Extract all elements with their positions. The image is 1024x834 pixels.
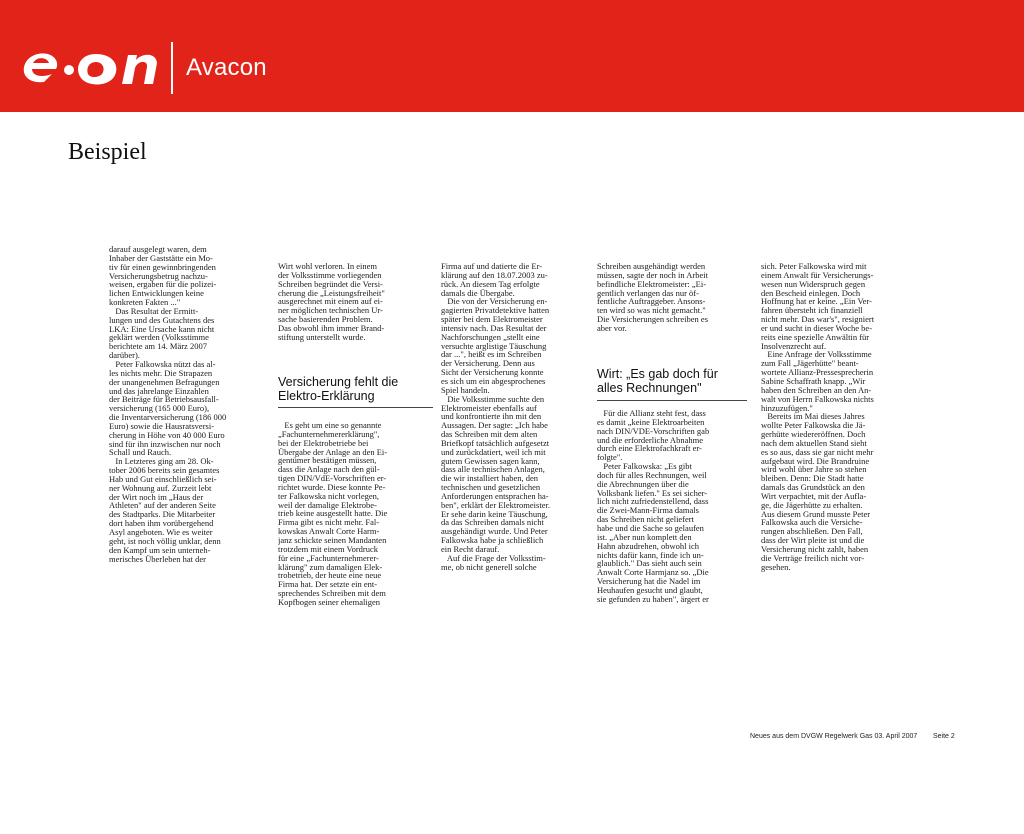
subheading-rule xyxy=(278,407,433,408)
newspaper-clipping xyxy=(105,245,916,658)
header-bar xyxy=(0,0,1024,112)
brand-name: Avacon xyxy=(186,54,267,81)
eon-logo-icon xyxy=(16,36,161,96)
slide-title: Beispiel xyxy=(68,139,147,165)
subheading-versicherung: Versicherung fehlt die Elektro-Erklärung xyxy=(278,375,399,403)
article-column-4-bottom: Für die Allianz steht fest, dass es damit „keine Elektroarbeiten nach DIN/VDE-Vorschriften gab und die erforderliche Abnahme durch eine Elektrofachkraft er- folgte". Peter Falkowska: „Es gibt doch für alles Rechnungen, weil die Abrechnungen über die Volksbank liefen." Es sei sicher- lich nicht zufriedenstellend, dass die Zwei-Mann-Firma damals das Schreiben nicht geliefert habe und die Sache so gelaufen ist. „Aber nun komplett den Hahn abzudrehen, obwohl ich nichts dafür kann, finde ich un- glaublich." Das sieht auch sein Anwalt Corte Harmjanz so. „Die Versicherung hat die Nadel im Heuhaufen gesucht und glaubt, sie gefunden zu haben", ärgert er xyxy=(597,409,710,604)
article-column-4-top: Schreiben ausgehändigt werden müssen, sagte der noch in Arbeit befindliche Elektromeister: „Ei- gentlich verlangen das nur öf- fentliche Auftraggeber. Ansons- ten wird so was nicht gemacht." Die Versicherungen schreiben es aber vor. xyxy=(597,262,709,333)
article-column-2-top: Wirt wohl verloren. In einem der Volksstimme vorliegenden Schreiben begründet die Versi- cherung die „Leistungsfreiheit" ausgerechnet mit einem auf ei- ner möglichen technischen Ur- sache basierenden Problem. Das obwohl ihm immer Brand- stiftung unterstellt wurde. xyxy=(278,262,385,342)
footer-page-number: Seite 2 xyxy=(933,733,955,740)
footer-source: Neues aus dem DVGW Regelwerk Gas 03. April 2007 xyxy=(750,733,918,740)
article-column-5: sich. Peter Falkowska wird mit einem Anwalt für Versicherungs- wesen nun Widerspruch gegen den Bescheid einlegen. Doch Hoffnung hat er keine. „Ein Ver- fahren übersteht ich finanziell nicht mehr. Das war's", resigniert er und sucht in dieser Woche be- reits eine spezielle Anwältin für Insolvenzrecht auf. Eine Anfrage der Volksstimme zum Fall „Jägerhütte" beant- wortete Allianz-Pressesprecherin Sabine Schaffrath knapp. „Wir haben den Schreiben an den An- walt von Herrn Falkowska nichts hinzuzufügen." Bereits im Mai dieses Jahres wollte Peter Falkowska die Jä- gerhütte wiedereröffnen. Doch nach dem aktuellen Stand sieht es so aus, dass sie gar nicht mehr aufgebaut wird. Die Brandruine wird wohl über Jahre so stehen bleiben. Denn: Die Stadt hatte damals das Grundstück an den Wirt verpachtet, mit der Aufla- ge, die Jägerhütte zu erhalten. Aus diesem Grund musste Peter Falkowska auch die Versiche- rungen abschließen. Den Fall, dass der Wirt pleite ist und die Versicherung nicht zahlt, haben die Verträge freilich nicht vor- gesehen. xyxy=(761,262,875,572)
subheading-rule xyxy=(597,400,747,401)
subheading-wirt: Wirt: „Es gab doch für alles Rechnungen" xyxy=(597,367,718,395)
article-column-2-bottom: Es geht um eine so genannte „Fachunternehmererklärung", bei der Elektrobetriebe bei Übergabe der Anlage an den Ei- gentümer bestätigen müssen, dass die Anlage nach den gül- tigen DIN/VdE-Vorschriften er- richtet wurde. Diese konnte Pe- ter Falkowska nicht vorlegen, weil der damalige Elektrobe- trieb keine ausgestellt hatte. Die Firma gibt es nicht mehr. Fal- kowskas Anwalt Corte Harm- janz schickte seinen Mandanten trotzdem mit einem Vordruck für eine „Fachunternehmerer- klärung" zum damaligen Elek- trobetrieb, der heute eine neue Firma hat. Der setzte ein ent- sprechendes Schreiben mit dem Kopfbogen seiner ehemaligen xyxy=(278,421,388,607)
logo-divider xyxy=(171,42,173,94)
article-column-3: Firma auf und datierte die Er- klärung auf den 18.07.2003 zu- rück. An diesem Tag erfolgte damals die Übergabe. Die von der Versicherung en- gagierten Privatdetektive hatten später bei dem Elektromeister intensiv nach. Das Resultat der Nachforschungen „stellt eine versuchte arglistige Täuschung dar ...", heißt es im Schreiben der Versicherung. Denn aus Sicht der Versicherung konnte es sich um ein abgesprochenes Spiel handeln. Die Volksstimme suchte den Elektromeister ebenfalls auf und konfrontierte ihn mit den Aussagen. Der sagte: „Ich habe das Schreiben mit dem alten Briefkopf tatsächlich aufgesetzt und zurückdatiert, weil ich mit gutem Gewissen sagen kann, dass alle technischen Anlagen, die wir installiert haben, den technischen und gesetzlichen Anforderungen entsprachen ha- ben", erklärt der Elektromeister. Er sehe darin keine Täuschung, da das Schreiben damals nicht ausgehändigt wurde. Und Peter Falkowska habe ja schließlich ein Recht darauf. Auf die Frage der Volksstim- me, ob nicht generell solche xyxy=(441,262,550,572)
article-column-1: darauf ausgelegt waren, dem Inhaber der Gaststätte ein Mo- tiv für einen gewinnbringenden Versicherungsbetrug nachzu- weisen, ergaben für die polizei- lichen Entwicklungen keine konkreten Fakten ..." Das Resultat der Ermitt- lungen und des Gutachtens des LKA: Eine Ursache kann nicht geklärt werden (Volksstimme berichtete am 14. März 2007 darüber). Peter Falkowska nützt das al- les nichts mehr. Die Strapazen der unangenehmen Befragungen und das jahrelange Einzahlen der Beiträge für Betriebsausfall- versicherung (165 000 Euro), die Inventarversicherung (186 000 Euro) sowie die Hausratsversi- cherung in Höhe von 40 000 Euro sind für ihn inzwischen nur noch Schall und Rauch. In Letzteres ging am 28. Ok- tober 2006 bereits sein gesamtes Hab und Gut einschließlich sei- ner Wohnung auf. Zurzeit lebt der Wirt noch im „Haus der Athleten" auf der anderen Seite des Stadtparks. Die Mitarbeiter dort haben ihm vorübergehend Asyl angeboten. Wie es weiter geht, ist noch völlig unklar, denn den Kampf um sein unterneh- merisches Überleben hat der xyxy=(109,245,227,564)
